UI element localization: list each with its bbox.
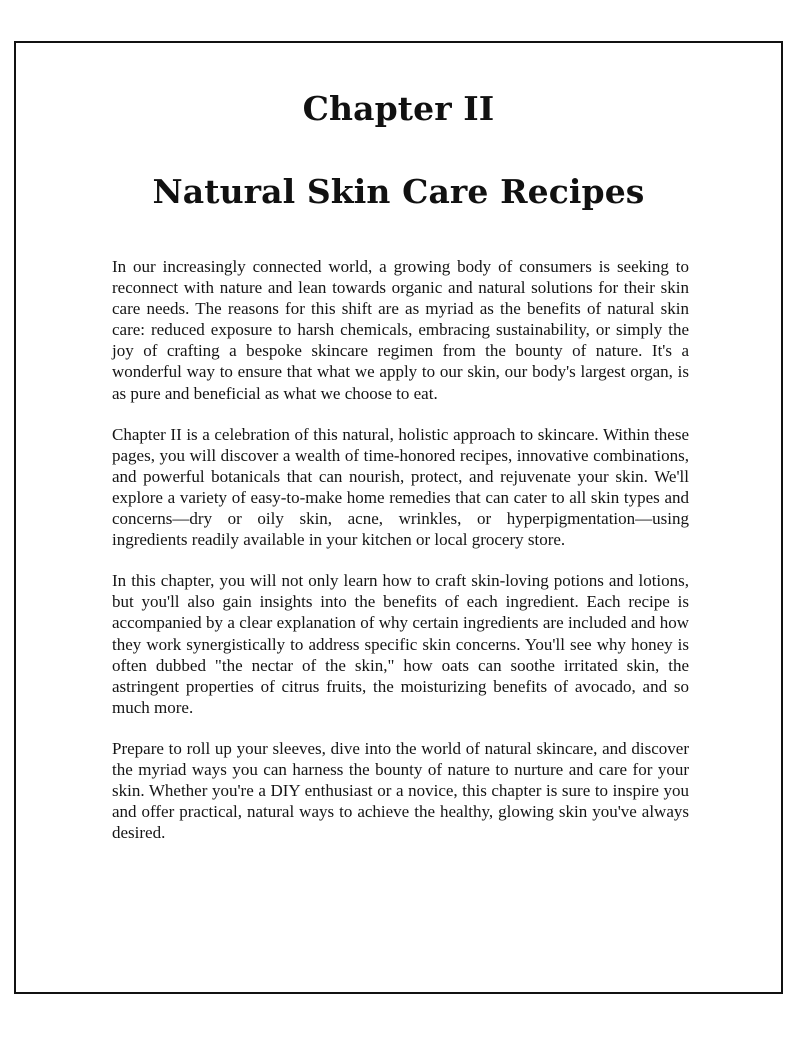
chapter-body — [112, 256, 689, 863]
paragraph-ingredients: In this chapter, you will not only learn how to craft skin-loving potions and lotions, but you'll also gain insights into the benefits of each ingredient. Each recipe is accompanied by a clear explanation of why certain ingredients are included and how they work synergistically to address specific skin concerns. You'll see why honey is often dubbed "the nectar of the skin," how oats can soothe irritated skin, the astringent properties of citrus fruits, the moisturizing benefits of avocado, and so much more. — [112, 571, 689, 717]
paragraph-intro: In our increasingly connected world, a growing body of consumers is seeking to reconnect with nature and lean towards organic and natural solutions for their skin care needs. The reasons for this shift are as myriad as the benefits of natural skin care: reduced exposure to harsh chemicals, embracing sustainability, or simply the joy of crafting a bespoke skincare regimen from the bounty of nature. It's a wonderful way to ensure that what we apply to our skin, our body's largest organ, is as pure and beneficial as what we choose to eat. — [112, 257, 689, 403]
page-frame — [14, 41, 783, 994]
paragraph-celebration: Chapter II is a celebration of this natural, holistic approach to skincare. Within these pages, you will discover a wealth of time-honored recipes, innovative combinations, and powerful botanicals that can nourish, protect, and rejuvenate your skin. We'll explore a variety of easy-to-make home remedies that can cater to all skin types and concerns—dry or oily skin, acne, wrinkles, or hyperpigmentation—using ingredients readily available in your kitchen or local grocery store. — [112, 424, 689, 550]
chapter-number: Chapter II — [302, 89, 495, 128]
paragraph-closing: Prepare to roll up your sleeves, dive into the world of natural skincare, and discover the myriad ways you can harness the bounty of nature to nurture and care for your skin. Whether you're a DIY enthusiast or a novice, this chapter is sure to inspire you and offer practical, natural ways to achieve the healthy, glowing skin you've always desired. — [112, 738, 689, 843]
chapter-title: Natural Skin Care Recipes — [152, 172, 645, 211]
